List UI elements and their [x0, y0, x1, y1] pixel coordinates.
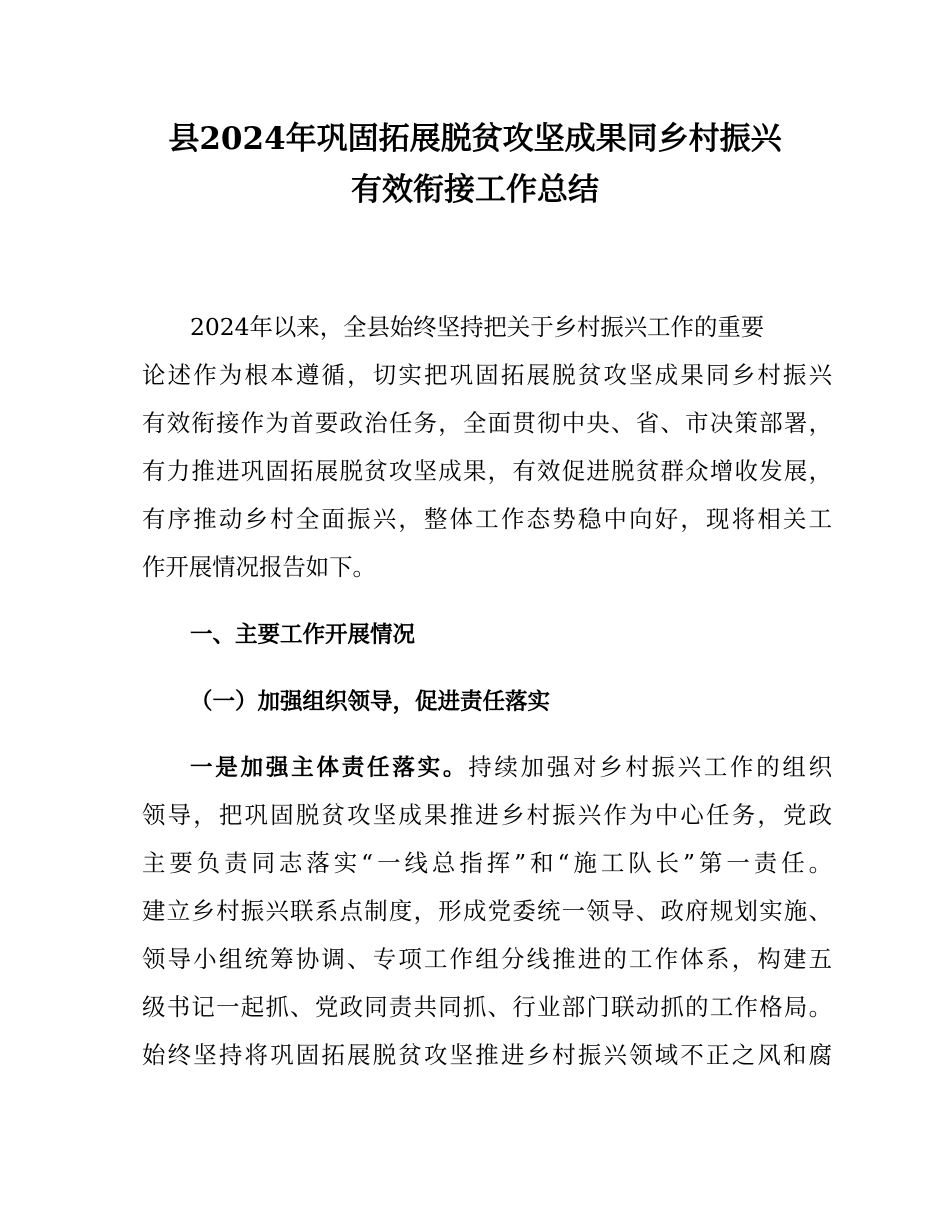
body-line-3: 主要负责同志落实“一线总指挥”和“施工队长”第一责任。: [142, 849, 832, 877]
body-line-7: 始终坚持将巩固拓展脱贫攻坚推进乡村振兴领域不正之风和腐: [142, 1041, 832, 1069]
lead-phrase: 一是加强主体责任落实。: [190, 755, 469, 781]
intro-line-3: 有效衔接作为首要政治任务，全面贯彻中央、省、市决策部署，: [142, 409, 832, 437]
intro-line-6: 作开展情况报告如下。: [142, 553, 376, 581]
body-line-4: 建立乡村振兴联系点制度，形成党委统一领导、政府规划实施、: [142, 897, 832, 925]
intro-line-1: 2024年以来，全县始终坚持把关于乡村振兴工作的重要: [190, 313, 765, 341]
intro-line-2: 论述作为根本遵循，切实把巩固拓展脱贫攻坚成果同乡村振兴: [142, 361, 832, 389]
intro-line-4: 有力推进巩固拓展脱贫攻坚成果，有效促进脱贫群众增收发展，: [142, 457, 832, 485]
section-heading: 一、主要工作开展情况: [190, 622, 416, 648]
body-line-6: 级书记一起抓、党政同责共同抓、行业部门联动抓的工作格局。: [142, 993, 832, 1021]
document-title-line-1: 县2024年巩固拓展脱贫攻坚成果同乡村振兴: [168, 121, 782, 157]
body-line-5: 领导小组统筹协调、专项工作组分线推进的工作体系，构建五: [142, 945, 832, 973]
intro-line-5: 有序推动乡村全面振兴，整体工作态势稳中向好，现将相关工: [142, 505, 832, 533]
subsection-heading: （一）加强组织领导，促进责任落实: [190, 689, 551, 715]
document-title-line-2: 有效衔接工作总结: [351, 172, 599, 208]
body-line-1: [190, 747, 832, 788]
body-line-2: 领导，把巩固脱贫攻坚成果推进乡村振兴作为中心任务，党政: [142, 801, 832, 829]
body-line-1-rest: 持续加强对乡村振兴工作的组织: [468, 753, 832, 781]
